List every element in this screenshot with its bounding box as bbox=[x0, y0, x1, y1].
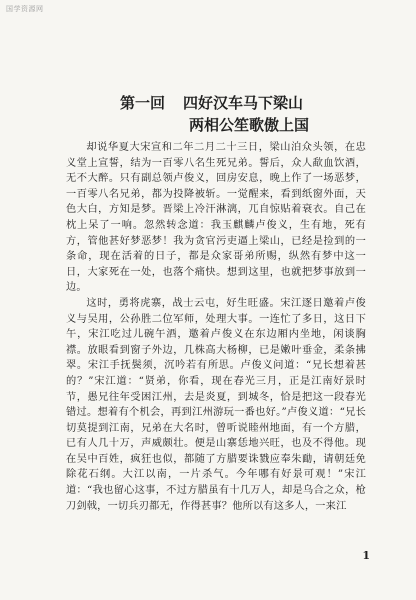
page-number: 1 bbox=[362, 549, 370, 562]
chapter-title-line-2: 两相公笙歌傲上国 bbox=[189, 116, 310, 134]
paragraph-1: 却说华夏大宋宣和二年二月二十三日，梁山泊众头领，在忠义堂上宣誓，结为一百零八名生死兄弟。誓后，众人歃血饮酒，无不大醉。只有副总领卢俊义，回房安息，晚上作了一场恶梦，一百零八名兄弟，都为投降被斩。一觉醒来，看到纸窗外面，天色大白，方知是梦。晋梁上冷汗淋漓，兀自惊贴着衰衣。自己在枕上呆了一响。忽然转念道：我玉麒麟卢俊义，生有地，死有方，管他甚好梦恶梦！我为贪官污吏逼上梁山，已经是捡到的一条命，现在活着的日子，都是众家哥弟所赐，纵然有梦中这一日，大家死在一处，也落个痛快。想到这里，也就把梦事放到一边。 bbox=[66, 142, 366, 294]
chapter-heading bbox=[0, 92, 416, 136]
paragraph-2: 这时，勇将虎寨，战士云屯，好生旺盛。宋江逐日邀着卢俊义与吴用，公孙胜二位军师，处理大事。一连忙了多日，这日下午，宋江吃过儿碗午酒，邀着卢俊义在东边厢内坐地，闲谈胸襟。放眼看到窗子外边，几株高大杨柳，已是嫩叶垂金，柔条拂翠。宋江手抚鬓须，沉吟若有所思。卢俊义问道：“兄长想着甚的？”宋江道：“贤弟，你看，现在春光三月，正是江南好景时节，愚兄往年受困江州，去是炎夏，到城冬，恰是把这一段春光错过。想着有个机会，再到江州游玩一番也好。”卢俊义道：“兄长切莫提到江南，兄弟在大名时，曾听说睦州地面，有一个方腊，已有人几十万，声威颇壮。便是山寨恁地兴旺，也及不得他。现在吴中百姓，疯狂也似，都随了方腊要诛戮应奉朱勔，请朝廷免除花石纲。大江以南，一片杀气。今年哪有好景可观！”宋江道：“我也留心这事，不过方腊虽有十几万人，却是乌合之众，枪刀剑戟，一切兵刃都无，作得甚事？他所以有这多人，一来江 bbox=[66, 297, 366, 512]
chapter-number: 第一回 bbox=[120, 94, 166, 112]
watermark: 国学资源网 bbox=[6, 5, 44, 13]
chapter-body bbox=[66, 140, 366, 514]
chapter-title-first: 四好汉车马下梁山 bbox=[183, 94, 304, 112]
chapter-title-line-1 bbox=[120, 92, 416, 114]
